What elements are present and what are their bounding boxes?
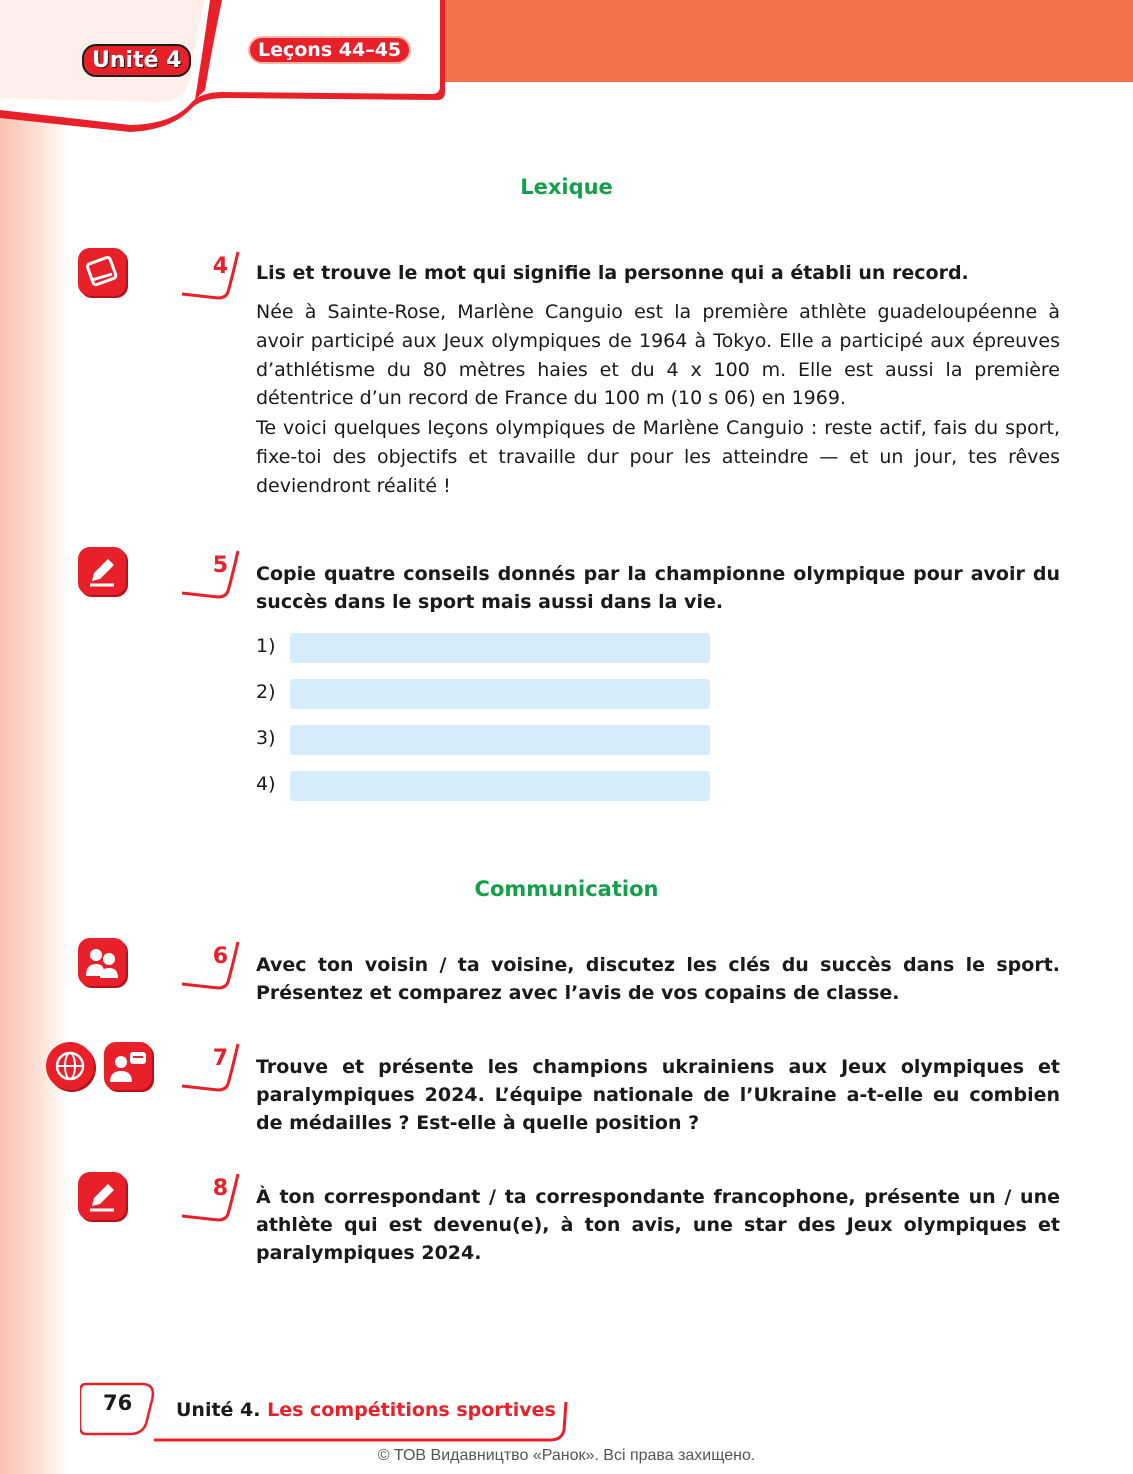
unit-badge bbox=[82, 44, 191, 77]
answer-label: 4) bbox=[256, 773, 276, 795]
answer-field[interactable] bbox=[290, 725, 710, 755]
answer-field[interactable] bbox=[290, 633, 710, 663]
exercise-5-instruction: Copie quatre conseils donnés par la championne olympique pour avoir du succès dans le sport mais aussi dans la vie. bbox=[256, 563, 1060, 613]
exercise-4-instruction: Lis et trouve le mot qui signifie la personne qui a établi un record. bbox=[256, 262, 969, 284]
exercise-7-instruction: Trouve et présente les champions ukrainiens aux Jeux olympiques et paralympiques 2024. L’équipe nationale de l’Ukraine a-t-elle eu combien de médailles ? Est-elle à quelle position ? bbox=[256, 1056, 1060, 1134]
answer-line-3[interactable] bbox=[256, 725, 716, 757]
exercise-number-8: 8 bbox=[178, 1170, 248, 1226]
globe-icon bbox=[46, 1042, 94, 1090]
page-number: 76 bbox=[103, 1391, 133, 1415]
presentation-icon bbox=[104, 1042, 152, 1090]
exercise-4-text-p1: Née à Sainte-Rose, Marlène Canguio est la première athlète guadeloupéenne à avoir participé aux Jeux olympiques de 1964 à Tokyo. Elle a participé aux épreuves d’athlétisme du 80 mètres haies et du 4 x 100 m. Elle est aussi la première détentrice d’un record de France du 100 m (10 s 06) en 1969. bbox=[256, 301, 1060, 410]
answer-label: 2) bbox=[256, 681, 276, 703]
exercise-number-7: 7 bbox=[178, 1040, 248, 1096]
exercise-6-instruction: Avec ton voisin / ta voisine, discutez les clés du succès dans le sport. Présentez et comparez avec l’avis de vos copains de classe. bbox=[256, 954, 1060, 1004]
exercise-4-text-p2: Te voici quelques leçons olympiques de Marlène Canguio : reste actif, fais du sport, fixe-toi des objectifs et travaille dur pour les atteindre — et un jour, tes rêves deviendront réalité ! bbox=[256, 417, 1060, 497]
pencil-icon bbox=[78, 1172, 126, 1220]
answer-field[interactable] bbox=[290, 679, 710, 709]
exercise-number-4: 4 bbox=[178, 248, 248, 304]
answer-line-4[interactable] bbox=[256, 771, 716, 803]
answer-line-2[interactable] bbox=[256, 679, 716, 711]
exercise-number-6: 6 bbox=[178, 938, 248, 994]
exercise-number-5: 5 bbox=[178, 547, 248, 603]
answer-line-1[interactable] bbox=[256, 633, 716, 665]
pair-work-icon bbox=[78, 938, 126, 986]
header-band bbox=[395, 0, 1133, 82]
left-margin-gradient bbox=[0, 0, 70, 1474]
answer-field[interactable] bbox=[290, 771, 710, 801]
copyright-notice: © ТОВ Видавництво «Ранок». Всі права захищено. bbox=[377, 1447, 756, 1464]
footer-unit-name: Les compétitions sportives bbox=[267, 1399, 556, 1421]
lessons-label: Leçons 44–45 bbox=[258, 39, 402, 61]
section-title-lexique: Lexique bbox=[520, 175, 613, 199]
section-title-communication: Communication bbox=[474, 877, 659, 901]
book-icon bbox=[78, 248, 126, 296]
footer-unit-prefix: Unité 4. bbox=[176, 1399, 261, 1421]
footer-unit-title bbox=[176, 1399, 556, 1421]
exercise-8-instruction: À ton correspondant / ta correspondante francophone, présente un / une athlète qui est devenu(e), à ton avis, une star des Jeux olympiques et paralympiques 2024. bbox=[256, 1186, 1060, 1264]
unit-label: Unité 4 bbox=[92, 48, 182, 73]
header-shape bbox=[0, 0, 460, 140]
answer-label: 1) bbox=[256, 635, 276, 657]
answer-label: 3) bbox=[256, 727, 276, 749]
lessons-badge bbox=[248, 36, 411, 64]
pencil-icon bbox=[78, 547, 126, 595]
